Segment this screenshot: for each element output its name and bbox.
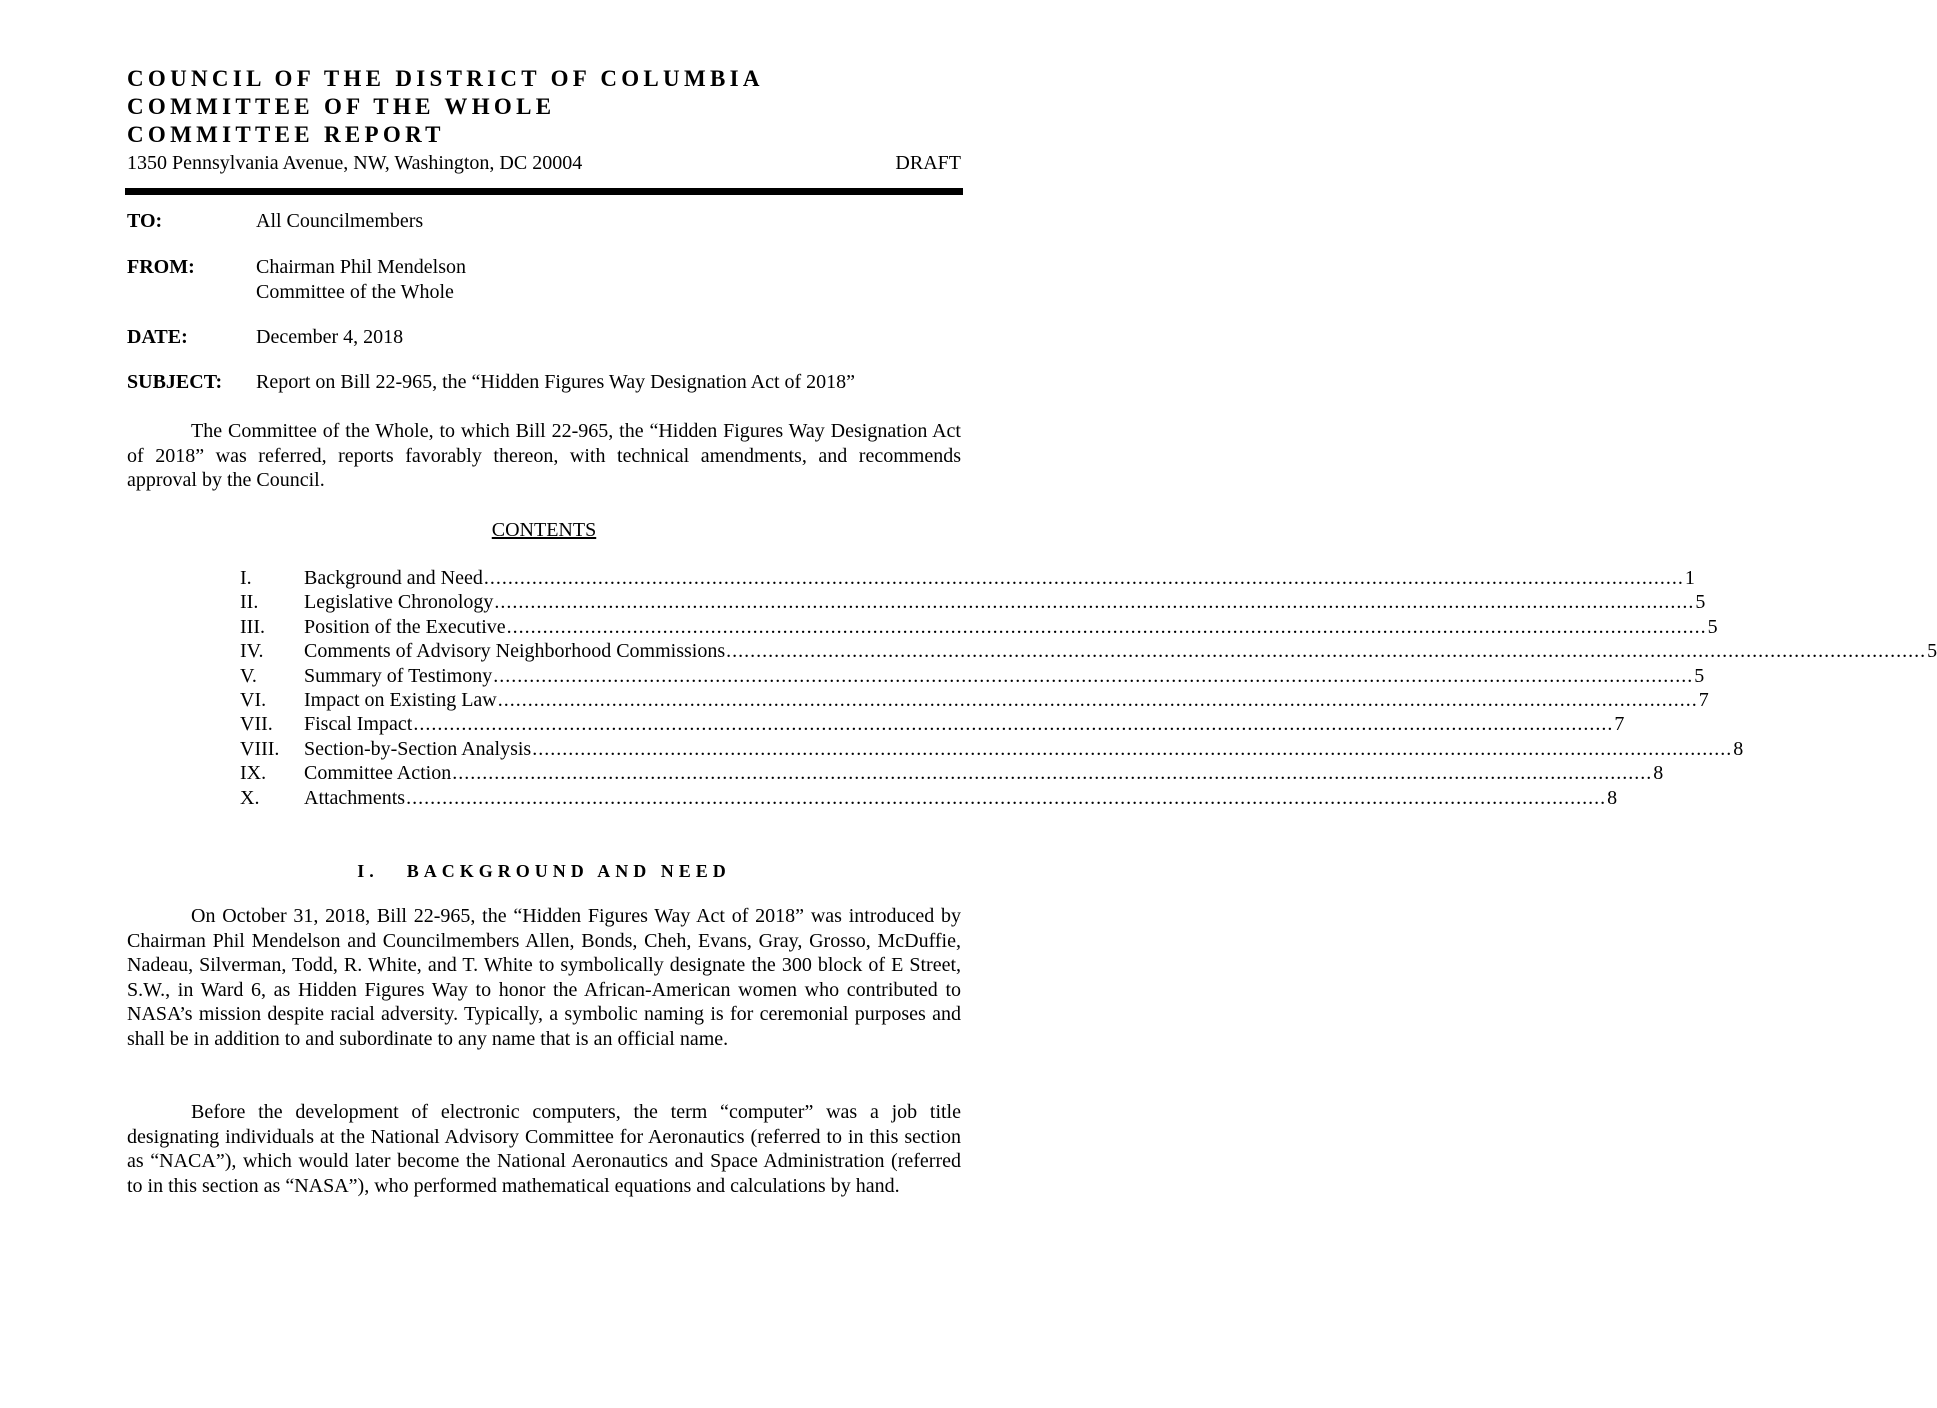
toc-leader: ........................................................................................................................................................................................................: [483, 567, 1684, 589]
toc-title: Comments of Advisory Neighborhood Commissions: [304, 640, 726, 663]
subject-value: Report on Bill 22-965, the “Hidden Figures Way Designation Act of 2018”: [256, 371, 856, 393]
toc-page: 7: [1614, 713, 1625, 736]
toc-leader: ........................................................................................................................................................................................................: [497, 688, 1698, 711]
toc-number: IX.: [240, 762, 267, 785]
date-value: December 4, 2018: [256, 326, 404, 348]
toc-row[interactable]: [240, 712, 1625, 736]
toc-page: 5: [1707, 615, 1718, 638]
from-value-name: Chairman Phil Mendelson: [256, 256, 466, 278]
toc-number: I.: [240, 567, 252, 589]
toc-leader: ........................................................................................................................................................................................................: [493, 664, 1694, 687]
toc-leader: ........................................................................................................................................................................................................: [506, 615, 1707, 638]
toc-row[interactable]: [240, 761, 1664, 785]
background-paragraph-2: Before the development of electronic computers, the term “computer” was a job title designating individuals at the National Advisory Committee for Aeronautics (referred to in this section as “NACA”), which would later become the National Aeronautics and Space Administration (referred to in this section as “NASA”), who performed mathematical equations and calculations by hand.: [127, 1101, 961, 1197]
toc-page: 8: [1653, 762, 1664, 785]
toc-page: 8: [1733, 737, 1744, 760]
to-label: TO:: [127, 210, 163, 232]
toc-row[interactable]: [240, 566, 1695, 590]
toc-number: VI.: [240, 688, 267, 711]
toc-page: 5: [1695, 591, 1706, 614]
toc-row[interactable]: [240, 786, 1618, 810]
toc-row[interactable]: [240, 590, 1706, 614]
toc-title: Fiscal Impact: [304, 713, 413, 736]
toc-number: II.: [240, 591, 259, 614]
council-title: COUNCIL OF THE DISTRICT OF COLUMBIA: [127, 66, 764, 91]
section-heading: [0, 859, 1088, 883]
toc-page: 8: [1607, 786, 1618, 809]
toc-page: 1: [1684, 567, 1695, 589]
contents-heading: [0, 518, 1088, 542]
toc-page: 7: [1698, 688, 1709, 711]
toc-leader: ........................................................................................................................................................................................................: [726, 640, 1927, 663]
toc-title: Impact on Existing Law: [304, 688, 497, 711]
toc-title: Section-by-Section Analysis: [304, 737, 532, 760]
toc-row[interactable]: [240, 639, 1937, 663]
toc-leader: ........................................................................................................................................................................................................: [452, 762, 1653, 785]
toc-leader: ........................................................................................................................................................................................................: [532, 737, 1733, 760]
toc-page: 5: [1927, 640, 1937, 663]
toc-number: V.: [240, 664, 257, 687]
toc-leader: ........................................................................................................................................................................................................: [406, 786, 1607, 809]
toc-number: VIII.: [240, 737, 280, 760]
from-value-committee: Committee of the Whole: [256, 281, 454, 303]
section-title: BACKGROUND AND NEED: [406, 861, 731, 881]
report-type-title: COMMITTEE REPORT: [127, 122, 445, 147]
toc-title: Background and Need: [304, 567, 483, 589]
toc-row[interactable]: [240, 664, 1705, 688]
toc-number: IV.: [240, 640, 264, 663]
toc-title: Attachments: [304, 786, 406, 809]
toc-number: X.: [240, 786, 260, 809]
toc-title: Legislative Chronology: [304, 591, 494, 614]
toc-title: Position of the Executive: [304, 615, 506, 638]
toc-title: Summary of Testimony: [304, 664, 493, 687]
toc-leader: ........................................................................................................................................................................................................: [413, 713, 1614, 736]
toc-number: III.: [240, 615, 265, 638]
section-number: I.: [357, 861, 379, 881]
contents-title: CONTENTS: [491, 519, 597, 541]
header-rule: [125, 188, 963, 195]
table-of-contents: [240, 566, 1937, 810]
toc-title: Committee Action: [304, 762, 452, 785]
committee-title: COMMITTEE OF THE WHOLE: [127, 94, 556, 119]
toc-page: 5: [1694, 664, 1705, 687]
toc-leader: ........................................................................................................................................................................................................: [494, 591, 1695, 614]
toc-row[interactable]: [240, 688, 1709, 712]
draft-status: DRAFT: [895, 152, 961, 174]
subject-label: SUBJECT:: [127, 371, 223, 393]
date-label: DATE:: [127, 326, 188, 348]
toc-row[interactable]: [240, 737, 1744, 761]
council-address: 1350 Pennsylvania Avenue, NW, Washington, DC 20004: [127, 152, 583, 174]
from-label: FROM:: [127, 256, 195, 278]
to-value: All Councilmembers: [256, 210, 424, 232]
toc-row[interactable]: [240, 615, 1718, 639]
intro-paragraph: The Committee of the Whole, to which Bill 22-965, the “Hidden Figures Way Designation Act of 2018” was referred, reports favorably thereon, with technical amendments, and recommends approval by the Council.: [127, 420, 961, 492]
toc-number: VII.: [240, 713, 273, 736]
background-paragraph-1: On October 31, 2018, Bill 22-965, the “Hidden Figures Way Act of 2018” was introduced by Chairman Phil Mendelson and Councilmembers Allen, Bonds, Cheh, Evans, Gray, Grosso, McDuffie, Nadeau, Silverman, Todd, R. White, and T. White to symbolically designate the 300 block of E Street, S.W., in Ward 6, as Hidden Figures Way to honor the African-American women who contributed to NASA’s mission despite racial adversity. Typically, a symbolic naming is for ceremonial purposes and shall be in addition to and subordinate to any name that is an official name.: [127, 905, 961, 1050]
